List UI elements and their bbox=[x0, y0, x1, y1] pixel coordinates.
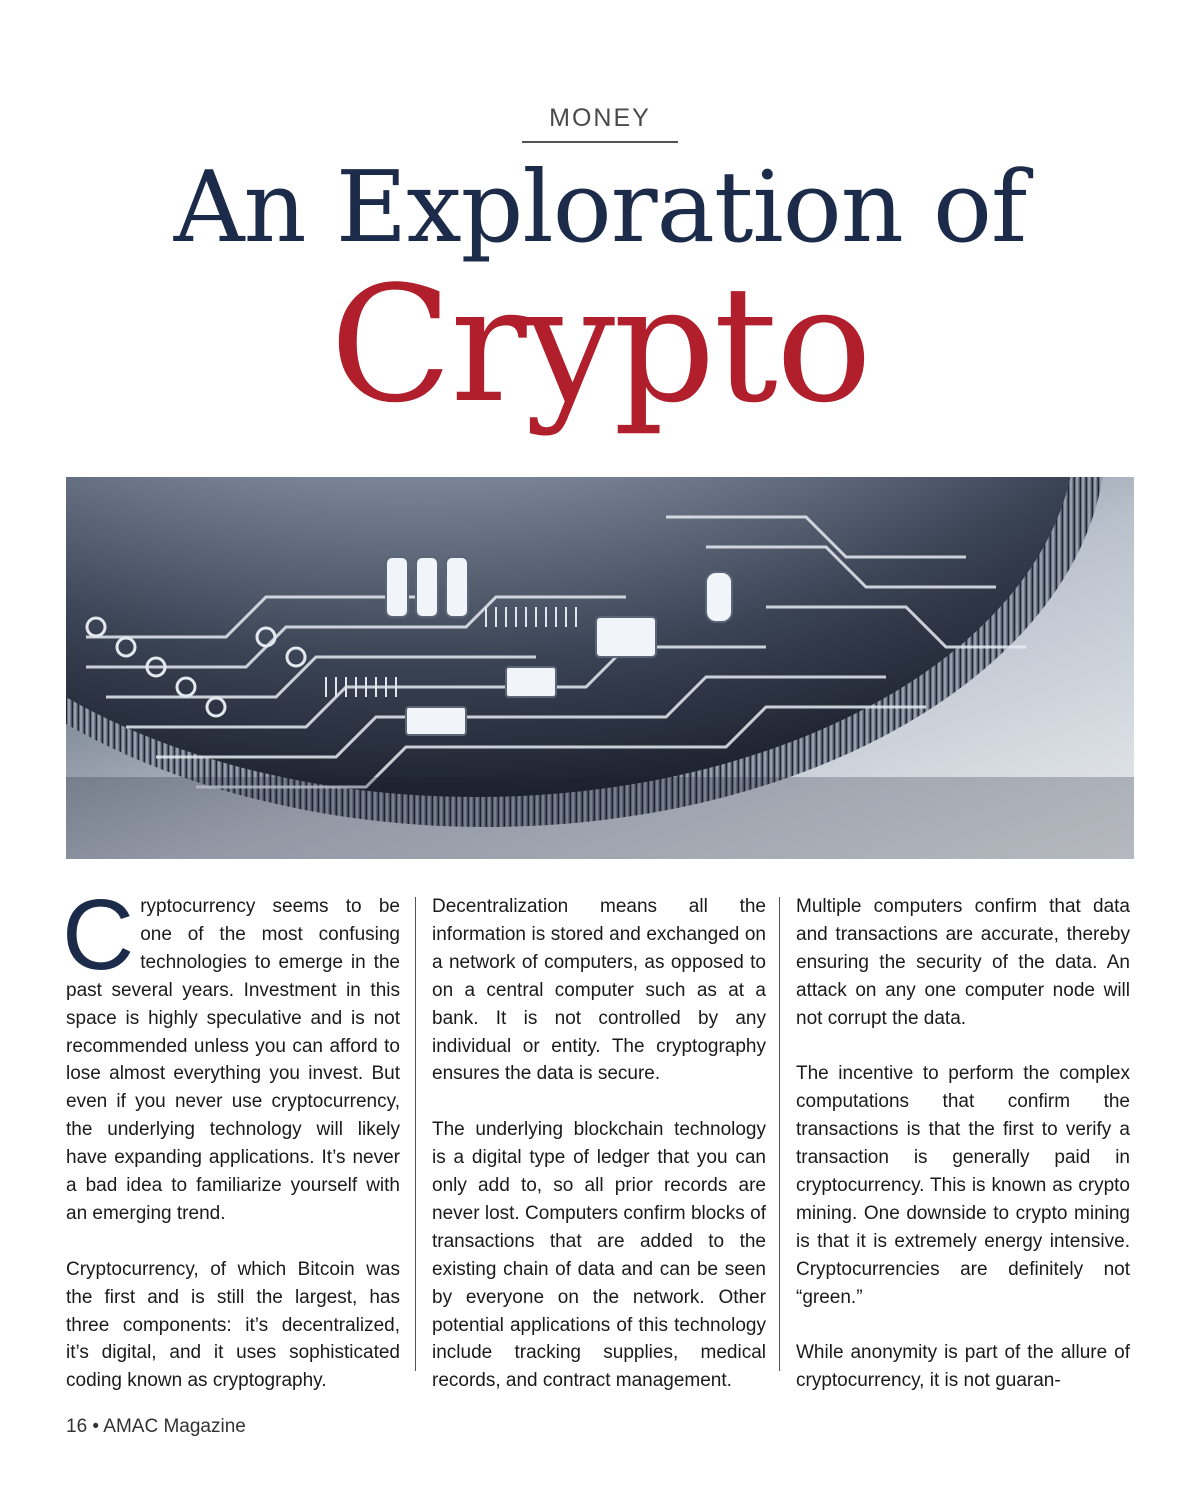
article-title-line2: Crypto bbox=[329, 251, 871, 438]
page-footer: 16 • AMAC Magazine bbox=[66, 1416, 246, 1437]
column-divider bbox=[415, 897, 416, 1371]
paragraph-text: ryptocurrency seems to be one of the most confusing technologies to emerge in the past several years. Investment in this space is highly speculative and is not recommended unless you can afford to lose almost everything you invest. But even if you never use cryptocurrency, the underlying technology will likely have expanding applications. It’s never a bad idea to familiarize yourself with an emerging trend. bbox=[66, 896, 400, 1224]
section-label: MONEY bbox=[549, 104, 651, 132]
section-rule bbox=[522, 141, 678, 143]
article-body bbox=[62, 879, 1134, 1392]
paragraph bbox=[62, 879, 400, 1228]
article-title-line1: An Exploration of bbox=[173, 151, 1027, 265]
article-column-1 bbox=[62, 879, 400, 1423]
paragraph: The incentive to perform the complex computations that confirm the transactions is that the first to verify a transaction is generally paid in cryptocurrency. This is known as crypto mining. One downside to crypto mining is that it is extremely energy intensive. Cryptocurrencies are definitely not “green.” bbox=[796, 1063, 1130, 1308]
paragraph: While anonymity is part of the allure of cryptocurrency, it is not guaran- bbox=[796, 1342, 1130, 1392]
paragraph: The underlying blockchain technology is a digital type of ledger that you can only add to, so all prior records are never lost. Computers confirm blocks of transactions that are added to the existing chain of data and can be seen by everyone on the network. Other potential applications of this technology include tracking supplies, medical records, and contract management. bbox=[432, 1119, 766, 1392]
crypto-coin-circuit-image bbox=[66, 477, 1134, 859]
paragraph: Multiple computers confirm that data and transactions are accurate, thereby ensuring the security of the data. An attack on any one computer node will not corrupt the data. bbox=[796, 896, 1130, 1029]
article-column-2 bbox=[432, 893, 766, 1423]
drop-cap: C bbox=[62, 879, 135, 991]
paragraph: Decentralization means all the information is stored and exchanged on a network of computers, as opposed to on a central computer such as at a bank. It is not controlled by any individual or entity. The cryptography ensures the data is secure. bbox=[432, 896, 766, 1085]
hero-image bbox=[66, 477, 1134, 859]
article-column-3 bbox=[796, 893, 1130, 1423]
paragraph: Cryptocurrency, of which Bitcoin was the first and is still the largest, has three components: it’s decentralized, it’s digital, and it uses sophisticated coding known as cryptography. bbox=[66, 1258, 400, 1392]
column-divider bbox=[779, 897, 780, 1371]
